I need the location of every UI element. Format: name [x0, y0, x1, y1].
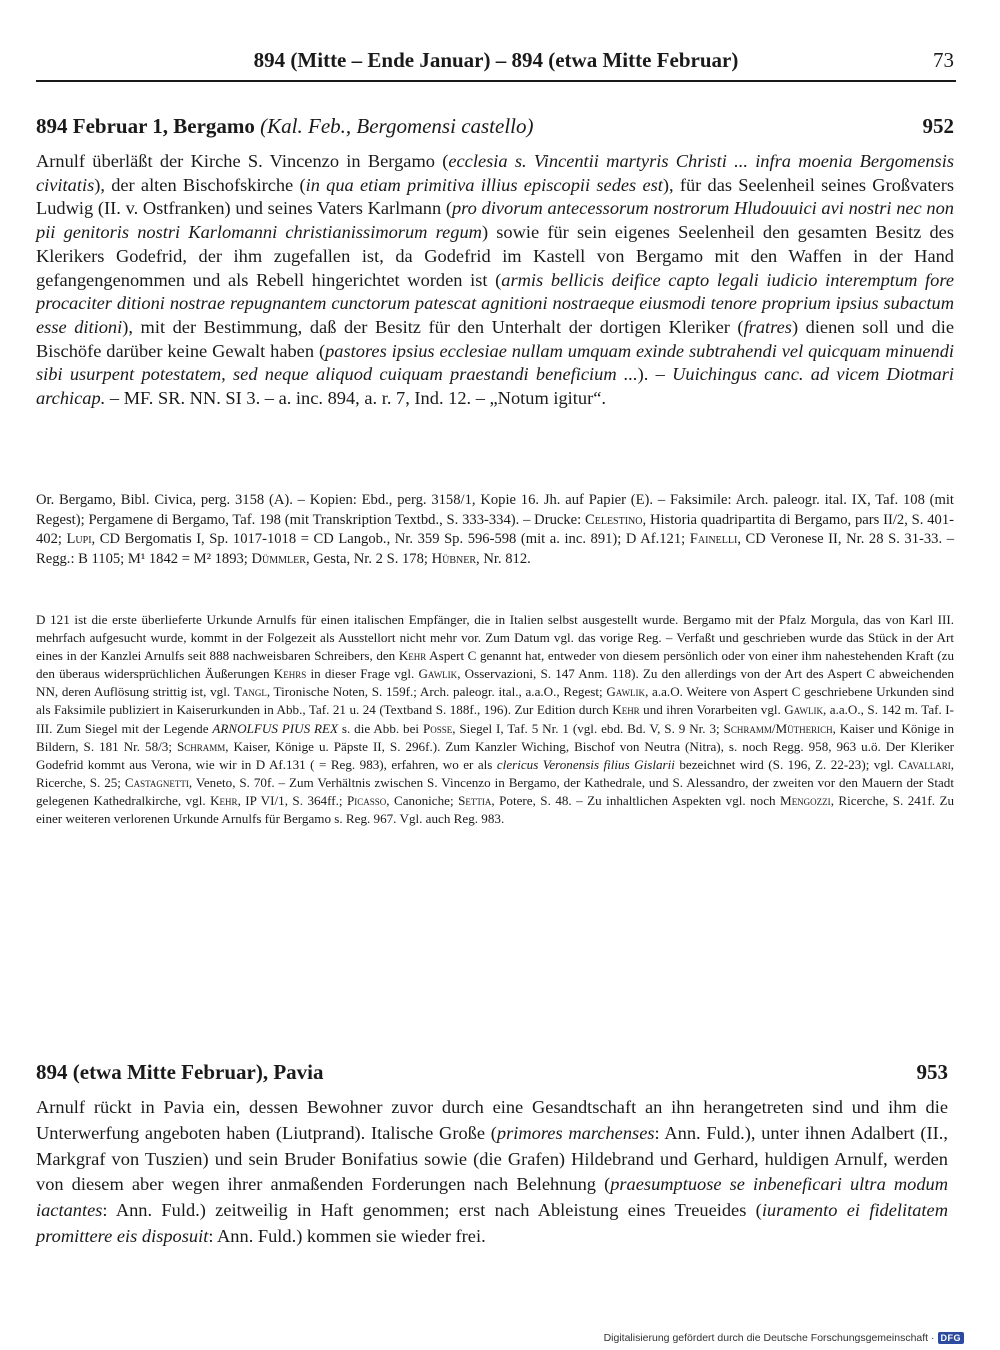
text-run: : Ann. Fuld.) kommen sie wieder frei.: [208, 1225, 486, 1246]
text-run: , Tironische Noten, S. 159f.; Arch. paleogr. ital., a.a.O., Regest;: [266, 684, 607, 700]
entry-regest-text: [36, 1095, 948, 1250]
text-run: , Osservazioni, S. 147 Anm. 118). Zu den allerdings von der Art des Aspert C abweichenden NN, deren Auflösung strittig ist, vgl.: [36, 666, 954, 700]
text-run: Settia: [458, 792, 492, 808]
text-run: primores marchenses: [496, 1122, 655, 1143]
text-run: clericus Veronensis filius Gislarii: [496, 756, 675, 772]
text-run: Or. Bergamo, Bibl. Civica, perg. 3158 (A). – Kopien: Ebd., perg. 3158/1, Kopie 16. Jh. auf Papier (E). – Faksimile: Arch. paleogr. ital. IX, Taf. 108 (mit Regest); Pergamene di Bergamo, Taf. 198 (mit Transkription Textbd., S. 333-334). – Drucke:: [36, 492, 954, 528]
entry-number: 952: [922, 114, 954, 138]
entry-number: 953: [916, 1060, 948, 1084]
text-run: s. die Abb. bei: [338, 720, 423, 736]
text-run: iuramento ei fidelitatem promittere eis disposuit: [36, 1200, 948, 1246]
text-run: pro divorum antecessorum nostrorum Hludouuici avi nostri nec non pii genitoris nostri Karlomanni christianissimorum regum: [36, 198, 954, 243]
text-run: , Ricerche, S. 25;: [36, 756, 954, 790]
text-run: Picasso: [346, 792, 387, 808]
text-run: ecclesia s. Vincentii martyris Christi ... infra moenia Bergomensis civitatis: [36, 151, 954, 195]
text-run: Schramm/Mütherich: [723, 720, 833, 736]
text-run: Kehrs: [273, 666, 307, 682]
text-run: Cavallari: [898, 756, 951, 772]
entry-regest-text: [36, 150, 954, 411]
text-run: , Ricerche, S. 241f. Zu einer weiteren verlorenen Urkunde Arnulfs für Bergamo s. Reg. 967. Vgl. auch Reg. 983.: [36, 792, 954, 827]
text-run: pastores ipsius ecclesiae nullam umquam exinde subtrahendi vel quicquam minuendi sibi usurpent potestatem, sed neque aliquod cuiquam praestandi beneficium ...: [36, 340, 954, 385]
text-run: ), für das Seelenheil seines Großvaters Ludwig (II. v. Ostfranken) und seines Vaters Karlmann (: [36, 174, 954, 219]
text-run: : Ann. Fuld.), unter ihnen Adalbert (II., Markgraf von Tuszien) und sein Bruder Bonifatius sowie (die Grafen) Hildebrand und Gerhard, huldigen Arnulf, werden von diesem aber wegen ihrer anmaßenden Forderungen nach Belehnung (: [36, 1122, 948, 1195]
text-run: Posse: [422, 720, 453, 736]
text-run: Fainelli: [689, 531, 738, 547]
text-run: Dümmler: [251, 550, 306, 567]
text-run: fratres: [743, 316, 792, 337]
text-run: , Nr. 812.: [476, 550, 531, 567]
entry-date-original: (Kal. Feb., Bergomensi castello): [260, 114, 534, 138]
text-run: Hübner: [431, 550, 477, 567]
text-run: , Potere, S. 48. – Zu inhaltlichen Aspekten vgl. noch: [491, 792, 781, 808]
text-run: , Veneto, S. 70f. – Zum Verhältnis zwischen S. Vincenzo in Bergamo, der Kathedrale, und S. Alessandro, der zweiten vor den Mauern der Stadt gelegenen Kathedralkirche, vgl.: [36, 774, 954, 808]
text-run: Celestino: [585, 511, 643, 528]
entry-commentary: [36, 611, 954, 828]
text-run: Tangl: [233, 684, 267, 700]
text-run: Kehr: [612, 702, 640, 718]
entry-date-place: 894 Februar 1, Bergamo (Kal. Feb., Bergomensi castello): [36, 114, 534, 138]
entry-heading-952: [36, 114, 954, 144]
text-run: , a.a.O. Weitere von Aspert C geschriebene Urkunden sind als Faksimile publiziert in Kaiserurkunden in Abb., Taf. 21 u. 24 (Textband S. 188f., 196). Zur Edition durch: [36, 684, 955, 718]
text-run: Kehr: [210, 792, 238, 808]
text-run: in dieser Frage vgl.: [306, 666, 419, 682]
running-head: [36, 44, 956, 82]
text-run: ), mit der Bestimmung, daß der Besitz für den Unterhalt der dortigen Kleriker (: [122, 316, 744, 337]
text-run: in qua etiam primitiva illius episcopii sedes est: [305, 174, 663, 195]
text-run: Castagnetti: [124, 774, 189, 790]
dfg-logo-icon: DFG: [938, 1332, 965, 1344]
text-run: armis bellicis deifice capto legali iudicio interemptum fore procaciter ditioni nostrae repugnantem cunctorum patescat agnitioni nostraeque eiusmodi tenore proprium ipsius subactum esse ditioni: [36, 269, 954, 337]
text-run: , Kaiser, Könige u. Päpste II, S. 296f.). Zum Kanzler Wiching, Bischof von Neutra (Nitra), s. noch Regg. 958, 963 u.ö. Der Kleriker Godefrid kommt aus Verona, wie wir in D Af.131 ( = Reg. 983), erfahren, wo er als: [36, 738, 954, 772]
text-run: und ihren Vorarbeiten vgl.: [639, 702, 785, 718]
text-run: Schramm: [176, 738, 226, 754]
page-number: 73: [933, 48, 954, 72]
text-run: , Historia quadripartita di Bergamo, pars II/2, S. 401-402;: [36, 511, 954, 547]
text-run: Gawlik: [418, 666, 458, 682]
text-run: , CD Bergomatis I, Sp. 1017-1018 = CD Langob., Nr. 359 Sp. 596-598 (mit a. inc. 891); D Af.121;: [91, 531, 690, 547]
text-run: Gawlik: [784, 702, 823, 718]
text-run: , Canoniche;: [386, 792, 459, 808]
text-run: , Siegel I, Taf. 5 Nr. 1 (vgl. ebd. Bd. V, S. 9 Nr. 3;: [452, 720, 724, 736]
text-run: ) dienen soll und die Bischöfe darüber keine Gewalt haben (: [36, 316, 954, 361]
text-run: Arnulf überläßt der Kirche S. Vincenzo in Bergamo (: [36, 151, 449, 171]
text-run: , Kaiser und Könige in Bildern, S. 181 Nr. 58/3;: [36, 720, 954, 754]
text-run: , a.a.O., S. 142 m. Taf. I-III. Zum Siegel mit der Legende: [36, 702, 954, 736]
text-run: ). –: [637, 364, 673, 385]
text-run: praesumptuose se inbeneficari ultra modum iactantes: [36, 1174, 948, 1221]
text-run: , Gesta, Nr. 2 S. 178;: [305, 550, 432, 567]
entry-date-place: 894 (etwa Mitte Februar), Pavia: [36, 1060, 324, 1084]
text-run: : Ann. Fuld.) zeitweilig in Haft genommen; erst nach Ableistung eines Treueides (: [102, 1200, 762, 1221]
text-run: Lupi: [66, 531, 92, 547]
text-run: ), der alten Bischofskirche (: [94, 174, 306, 195]
text-run: Kehr: [398, 648, 427, 664]
text-run: Uuichingus canc. ad vicem Diotmari archicap.: [36, 364, 954, 409]
text-run: ARNOLFUS PIUS REX: [212, 720, 339, 736]
text-run: , IP VI/1, S. 364ff.;: [237, 792, 347, 808]
entry-heading-953: [36, 1060, 948, 1090]
text-run: , CD Veronese II, Nr. 28 S. 31-33. – Regg.: B 1105; M¹ 1842 = M² 1893;: [36, 531, 954, 567]
text-run: Gawlik: [606, 684, 646, 700]
entry-sources: [36, 491, 954, 569]
text-run: – MF. SR. NN. SI 3. – a. inc. 894, a. r. 7, Ind. 12. – „Notum igitur“.: [105, 388, 606, 409]
text-run: D 121 ist die erste überlieferte Urkunde Arnulfs für einen italischen Empfänger, die in Italien selbst ausgestellt wurde. Bergamo mit der Pfalz Morgula, das von Karl III. mehrfach aufgesucht wurde, kommt in der Folgezeit als Ausstellort nicht mehr vor. Zum Datum vgl. das vorige Reg. – Verfaßt und geschrieben wurde das Stück in der Art eines in der Kanzlei Arnulfs seit 888 nachweisbaren Schreibers, den: [36, 612, 954, 664]
text-run: ) sowie für sein eigenes Seelenheil den gesamten Besitz des Klerikers Godefrid, der ihm zugefallen ist, da Godefrid im Kastell von Bergamo mit den Waffen in der Hand gefangengenommen und als Rebell hingerichtet worden ist (: [36, 222, 954, 290]
footer: [604, 1330, 964, 1346]
text-run: Mengozzi: [780, 792, 831, 808]
footer-text: Digitalisierung gefördert durch die Deutsche Forschungsgemeinschaft ·: [603, 1332, 935, 1344]
text-run: Aspert C genannt hat, entweder von diesem persönlich oder von einer ihm nahestehenden Kraft (zu den überaus widersprüchlichen Äußerungen: [36, 648, 954, 682]
text-run: bezeichnet wird (S. 196, Z. 22-23); vgl.: [674, 756, 899, 772]
text-run: Arnulf rückt in Pavia ein, dessen Bewohner zuvor durch eine Gesandtschaft an ihn herangetreten sind und ihm die Unterwerfung angeboten haben (Liutprand). Italische Große (: [36, 1097, 948, 1143]
running-title: 894 (Mitte – Ende Januar) – 894 (etwa Mitte Februar): [253, 48, 739, 72]
